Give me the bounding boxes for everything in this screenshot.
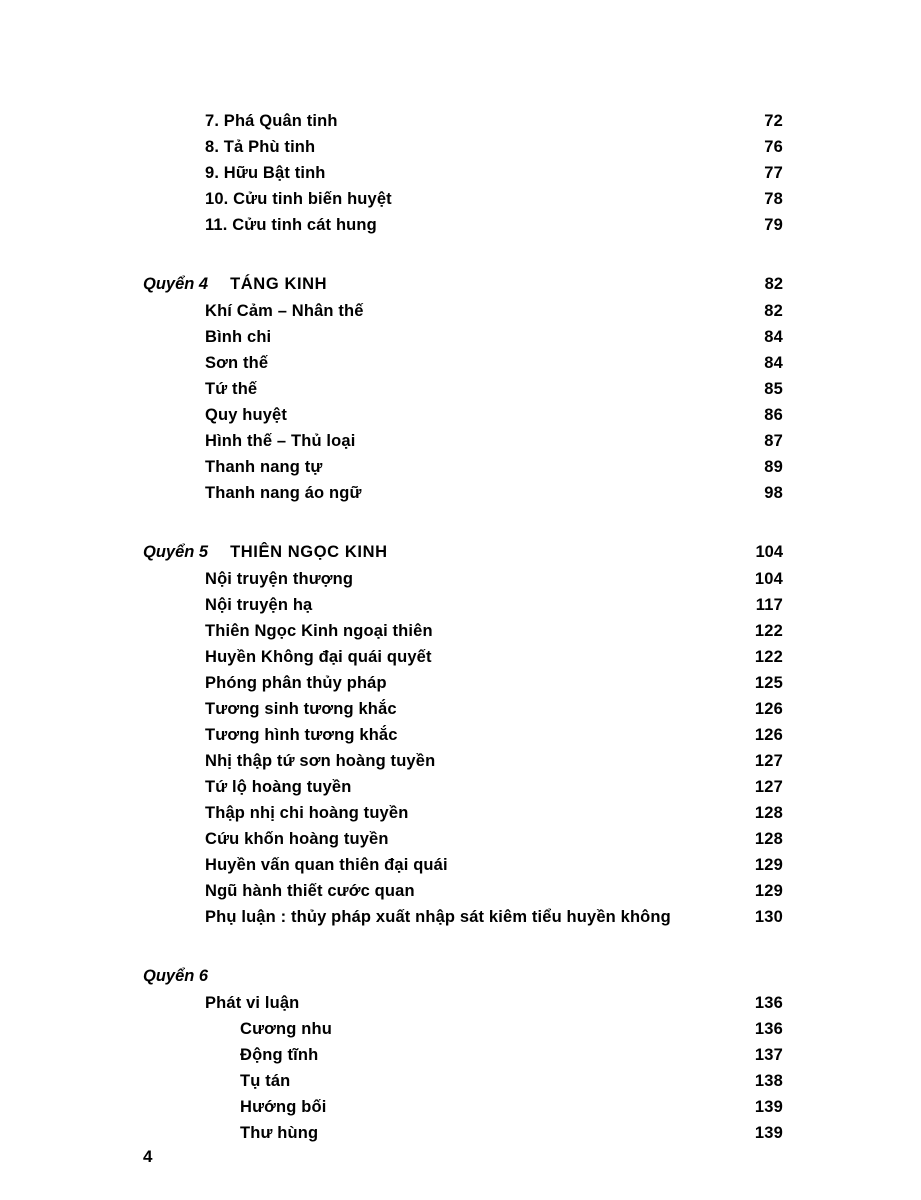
toc-entry-page-number: 126	[754, 700, 783, 718]
toc-entry-page-number: 129	[754, 856, 783, 874]
toc-entry[interactable]	[143, 402, 783, 428]
toc-entry[interactable]	[143, 428, 783, 454]
toc-entry-page-number: 79	[764, 216, 783, 234]
toc-entry-label: Ngũ hành thiết cước quan	[205, 882, 415, 900]
toc-entry-label: Động tĩnh	[240, 1046, 319, 1064]
toc-entry-page-number: 86	[764, 406, 783, 424]
toc-entry-label: Huyền vấn quan thiên đại quái	[205, 856, 448, 874]
toc-entry-label: Thanh nang áo ngữ	[205, 484, 362, 502]
toc-section-quyen-4	[143, 270, 783, 506]
toc-entry[interactable]	[143, 1094, 783, 1120]
toc-entry[interactable]	[143, 566, 783, 592]
toc-entry-page-number: 84	[764, 328, 783, 346]
toc-entry[interactable]	[143, 644, 783, 670]
toc-entry-page-number: 84	[764, 354, 783, 372]
toc-entry-label: Thư hùng	[240, 1124, 319, 1142]
section-gap	[143, 506, 783, 538]
toc-entry-label: Khí Cảm – Nhân thế	[205, 302, 364, 320]
toc-entry-page-number: 127	[754, 778, 783, 796]
toc-entry[interactable]	[143, 670, 783, 696]
toc-entry-label: Tương sinh tương khắc	[205, 700, 397, 718]
toc-entry[interactable]	[143, 618, 783, 644]
toc-entry[interactable]	[143, 696, 783, 722]
toc-entry[interactable]	[143, 722, 783, 748]
table-of-contents	[143, 108, 783, 1146]
toc-entry-label: Phát vi luận	[205, 994, 300, 1012]
toc-entry[interactable]	[143, 904, 783, 930]
toc-entry[interactable]	[143, 134, 783, 160]
toc-entry[interactable]	[143, 376, 783, 402]
toc-entry-label: Cương nhu	[240, 1020, 332, 1038]
page-number: 82	[764, 275, 783, 293]
toc-entry-page-number: 129	[754, 882, 783, 900]
toc-entry-page-number: 89	[764, 458, 783, 476]
toc-entry[interactable]	[143, 480, 783, 506]
toc-entry-label: Phụ luận : thủy pháp xuất nhập sát kiêm tiểu huyền không	[205, 908, 671, 926]
toc-entry-label: Nhị thập tứ sơn hoàng tuyền	[205, 752, 436, 770]
toc-entry[interactable]	[143, 350, 783, 376]
toc-entry-page-number: 122	[754, 648, 783, 666]
toc-entry[interactable]	[143, 774, 783, 800]
toc-entry-page-number: 126	[754, 726, 783, 744]
toc-entry-page-number: 136	[754, 994, 783, 1012]
volume-title: THIÊN NGỌC KINH	[230, 543, 388, 561]
section-gap	[143, 238, 783, 270]
toc-entry-label: Nội truyện thượng	[205, 570, 354, 588]
toc-entry[interactable]	[143, 324, 783, 350]
toc-entry-label: Bình chi	[205, 328, 272, 346]
toc-entry[interactable]	[143, 160, 783, 186]
toc-entry-label: Nội truyện hạ	[205, 596, 313, 614]
toc-entry-page-number: 104	[754, 570, 783, 588]
toc-entry-page-number: 137	[754, 1046, 783, 1064]
toc-entry-page-number: 138	[754, 1072, 783, 1090]
toc-entry[interactable]	[143, 748, 783, 774]
toc-section-quyen-5	[143, 538, 783, 930]
toc-entry-label: Cứu khốn hoàng tuyền	[205, 830, 389, 848]
toc-entry[interactable]	[143, 1068, 783, 1094]
toc-entry-page-number: 136	[754, 1020, 783, 1038]
toc-section-heading[interactable]	[143, 538, 783, 566]
toc-entry-page-number: 128	[754, 830, 783, 848]
toc-entry-page-number: 82	[764, 302, 783, 320]
toc-entry-label: Tụ tán	[240, 1072, 291, 1090]
toc-entry[interactable]	[143, 212, 783, 238]
toc-entry[interactable]	[143, 298, 783, 324]
toc-entry-label: Huyền Không đại quái quyết	[205, 648, 432, 666]
toc-section-heading[interactable]	[143, 270, 783, 298]
toc-entry[interactable]	[143, 826, 783, 852]
toc-entry-page-number: 139	[754, 1124, 783, 1142]
toc-entry-page-number: 128	[754, 804, 783, 822]
toc-entry[interactable]	[143, 186, 783, 212]
toc-entry[interactable]	[143, 878, 783, 904]
toc-entry-page-number: 87	[764, 432, 783, 450]
toc-entry[interactable]	[143, 1042, 783, 1068]
toc-entry-page-number: 117	[755, 596, 783, 614]
toc-entry-label: Thanh nang tự	[205, 458, 323, 476]
volume-label: Quyển 5	[143, 543, 209, 561]
toc-entry-label: Hình thế – Thủ loại	[205, 432, 356, 450]
toc-entry-label: 8. Tả Phù tinh	[205, 138, 316, 156]
toc-entry-label: 7. Phá Quân tinh	[205, 112, 338, 130]
toc-entry[interactable]	[143, 108, 783, 134]
toc-entry-page-number: 76	[764, 138, 783, 156]
toc-entry-label: Tương hình tương khắc	[205, 726, 398, 744]
page-folio-number: 4	[143, 1147, 153, 1166]
toc-entry-label: Hướng bối	[240, 1098, 327, 1116]
toc-section-continued-numbered-list	[143, 108, 783, 238]
toc-entry-page-number: 125	[754, 674, 783, 692]
volume-label: Quyển 6	[143, 967, 209, 985]
toc-entry[interactable]	[143, 592, 783, 618]
section-gap	[143, 930, 783, 962]
toc-entry-page-number: 85	[764, 380, 783, 398]
toc-section-heading[interactable]	[143, 962, 783, 990]
page-number: 104	[755, 543, 783, 561]
toc-entry[interactable]	[143, 1120, 783, 1146]
toc-entry-page-number: 78	[764, 190, 783, 208]
toc-entry-page-number: 122	[754, 622, 783, 640]
toc-entry-label: Thập nhị chi hoàng tuyền	[205, 804, 409, 822]
toc-entry-page-number: 72	[764, 112, 783, 130]
toc-entry[interactable]	[143, 1016, 783, 1042]
toc-entry[interactable]	[143, 990, 783, 1016]
toc-entry[interactable]	[143, 800, 783, 826]
toc-entry-label: Tứ lộ hoàng tuyền	[205, 778, 352, 796]
toc-entry-page-number: 130	[754, 908, 783, 926]
toc-entry-label: 9. Hữu Bật tinh	[205, 164, 326, 182]
toc-entry-label: Phóng phân thủy pháp	[205, 674, 387, 692]
toc-entry-page-number: 139	[754, 1098, 783, 1116]
volume-label: Quyển 4	[143, 275, 209, 293]
toc-entry-page-number: 98	[764, 484, 783, 502]
toc-entry[interactable]	[143, 454, 783, 480]
toc-entry-label: Sơn thế	[205, 354, 269, 372]
toc-entry-label: Tứ thế	[205, 380, 258, 398]
toc-entry-label: Quy huyệt	[205, 406, 288, 424]
toc-entry-page-number: 77	[764, 164, 783, 182]
toc-section-quyen-6	[143, 962, 783, 1146]
toc-entry-label: 10. Cửu tinh biến huyệt	[205, 190, 392, 208]
toc-entry-label: 11. Cửu tinh cát hung	[205, 216, 377, 234]
toc-entry-label: Thiên Ngọc Kinh ngoại thiên	[205, 622, 433, 640]
volume-title: TÁNG KINH	[230, 275, 328, 293]
toc-entry-page-number: 127	[754, 752, 783, 770]
toc-entry[interactable]	[143, 852, 783, 878]
